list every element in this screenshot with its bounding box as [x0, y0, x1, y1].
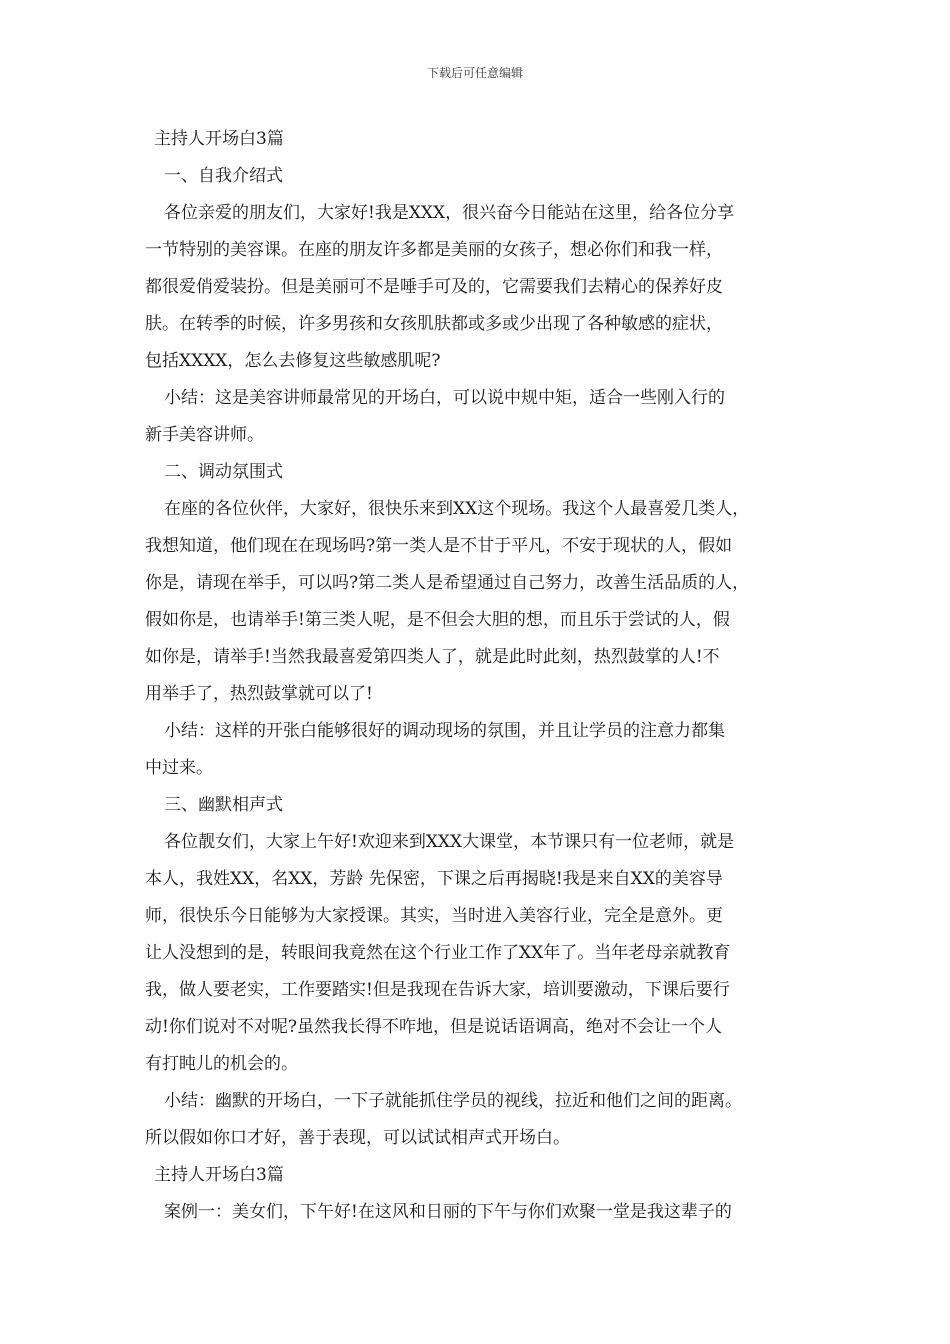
- doc-title: 主持人开场白3篇: [154, 1165, 284, 1185]
- section-heading: 一、自我介绍式: [164, 166, 283, 186]
- paragraph-line: 案例一：美女们，下午好!在这风和日丽的下午与你们欢聚一堂是我这辈子的: [164, 1202, 732, 1222]
- paragraph-line: 用举手了，热烈鼓掌就可以了!: [145, 684, 373, 704]
- paragraph-line: 假如你是，也请举手!第三类人呢，是不但会大胆的想，而且乐于尝试的人，假: [145, 610, 730, 630]
- paragraph-line: 让人没想到的是，转眼间我竟然在这个行业工作了XX年了。当年老母亲就教育: [145, 943, 731, 963]
- document-body: [145, 121, 815, 1231]
- summary-line: 小结：这样的开张白能够很好的调动现场的氛围，并且让学员的注意力都集: [164, 721, 725, 741]
- paragraph-line: 一节特别的美容课。在座的朋友许多都是美丽的女孩子，想必你们和我一样，: [145, 240, 723, 260]
- paragraph-line: 师，很快乐今日能够为大家授课。其实，当时进入美容行业，完全是意外。更: [145, 906, 723, 926]
- summary-line: 所以假如你口才好，善于表现，可以试试相声式开场白。: [145, 1128, 570, 1148]
- paragraph-line: 动!你们说对不对呢?虽然我长得不咋地，但是说话语调高，绝对不会让一个人: [145, 1017, 722, 1037]
- paragraph-line: 有打盹儿的机会的。: [145, 1054, 298, 1074]
- paragraph-line: 各位亲爱的朋友们，大家好!我是XXX，很兴奋今日能站在这里，给各位分享: [164, 203, 735, 223]
- paragraph-line: 我想知道，他们现在在现场吗?第一类人是不甘于平凡，不安于现状的人，假如: [145, 536, 733, 556]
- summary-line: 新手美容讲师。: [145, 425, 264, 445]
- doc-title: 主持人开场白3篇: [154, 129, 284, 149]
- paragraph-line: 你是，请现在举手，可以吗?第二类人是希望通过自己努力，改善生活品质的人，: [145, 573, 750, 593]
- paragraph-line: 本人，我姓XX，名XX，芳龄 先保密，下课之后再揭晓!我是来自XX的美容导: [145, 869, 723, 889]
- paragraph-line: 包括XXXX，怎么去修复这些敏感肌呢?: [145, 351, 441, 371]
- summary-line: 小结：这是美容讲师最常见的开场白，可以说中规中矩，适合一些刚入行的: [164, 388, 725, 408]
- paragraph-line: 肤。在转季的时候，许多男孩和女孩肌肤都或多或少出现了各种敏感的症状，: [145, 314, 723, 334]
- paragraph-line: 都很爱俏爱装扮。但是美丽可不是唾手可及的，它需要我们去精心的保养好皮: [145, 277, 723, 297]
- paragraph-line: 如你是，请举手!当然我最喜爱第四类人了，就是此时此刻，热烈鼓掌的人!不: [145, 647, 720, 667]
- section-heading: 三、幽默相声式: [164, 795, 283, 815]
- summary-line: 小结：幽默的开场白，一下子就能抓住学员的视线，拉近和他们之间的距离。: [164, 1091, 742, 1111]
- section-heading: 二、调动氛围式: [164, 462, 283, 482]
- paragraph-line: 各位靓女们，大家上午好!欢迎来到XXX大课堂，本节课只有一位老师，就是: [164, 832, 735, 852]
- summary-line: 中过来。: [145, 758, 213, 778]
- page-header: 下载后可任意编辑: [426, 66, 523, 80]
- paragraph-line: 在座的各位伙伴，大家好，很快乐来到XX这个现场。我这个人最喜爱几类人，: [164, 499, 750, 519]
- paragraph-line: 我，做人要老实，工作要踏实!但是我现在告诉大家，培训要激动，下课后要行: [145, 980, 730, 1000]
